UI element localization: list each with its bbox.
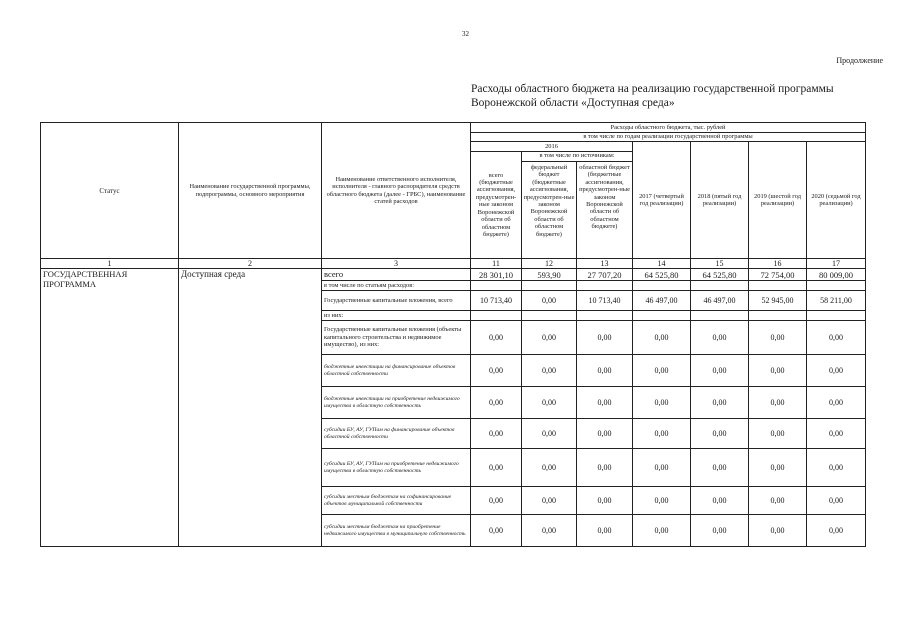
col-number: 16 — [749, 259, 807, 269]
cell-value: 64 525,80 — [633, 269, 691, 281]
cell-value: 0,00 — [522, 419, 577, 449]
row-label: субсидии БУ, АУ, ГУПам на финансирование объектов областной собственности — [322, 419, 471, 449]
row-label: субсидии местным бюджетам на софинансирование объектов муниципальной собственности — [322, 487, 471, 515]
cell-value: 0,00 — [577, 515, 633, 547]
col-number: 1 — [41, 259, 179, 269]
header-expenses: Расходы областного бюджета, тыс. рублей — [471, 123, 866, 133]
cell-value: 0,00 — [471, 487, 522, 515]
cell-value: 0,00 — [691, 387, 749, 419]
col-number: 17 — [807, 259, 866, 269]
cell-value: 0,00 — [577, 419, 633, 449]
program-name: Доступная среда — [179, 269, 322, 547]
header-2018: 2018 (пятый год реализации) — [691, 142, 749, 259]
header-executor: Наименование ответственного исполнителя, исполнителя - главного распорядителя средств областного бюджета (далее - ГРБС), наименование статей расходов — [322, 123, 471, 259]
header-by-years: в том числе по годам реализации государственной программы — [471, 133, 866, 142]
cell-value: 0,00 — [522, 291, 577, 311]
cell-value: 0,00 — [471, 449, 522, 487]
cell-value: 46 497,00 — [691, 291, 749, 311]
cell-value: 0,00 — [522, 387, 577, 419]
col-number: 13 — [577, 259, 633, 269]
row-label: бюджетные инвестиции на приобретение недвижимого имущества в областную собственность — [322, 387, 471, 419]
cell-value: 0,00 — [807, 419, 866, 449]
col-number: 11 — [471, 259, 522, 269]
cell-value: 0,00 — [749, 449, 807, 487]
cell-value: 0,00 — [471, 515, 522, 547]
cell-value: 0,00 — [691, 419, 749, 449]
cell-value: 0,00 — [807, 515, 866, 547]
row-label: субсидии местным бюджетам на приобретение недвижимого имущества в муниципальную собственность — [322, 515, 471, 547]
cell-value: 0,00 — [807, 355, 866, 387]
column-numbers-row — [41, 259, 866, 269]
cell-value: 27 707,20 — [577, 269, 633, 281]
col-number: 3 — [322, 259, 471, 269]
cell-value: 64 525,80 — [691, 269, 749, 281]
continuation-label: Продолжение — [836, 56, 883, 65]
header-program-name: Наименование государственной программы, подпрограммы, основного мероприятия — [179, 123, 322, 259]
title-line-2: Воронежской области «Доступная среда» — [471, 97, 675, 109]
cell-value: 0,00 — [522, 515, 577, 547]
cell-value — [633, 311, 691, 321]
header-sources: в том числе по источникам: — [522, 152, 632, 162]
row-label: в том числе по статьям расходов: — [322, 281, 471, 291]
cell-value: 0,00 — [633, 515, 691, 547]
cell-value: 0,00 — [577, 355, 633, 387]
cell-value — [522, 281, 577, 291]
cell-value — [691, 311, 749, 321]
cell-value: 0,00 — [633, 419, 691, 449]
cell-value: 0,00 — [633, 487, 691, 515]
cell-value: 0,00 — [522, 487, 577, 515]
header-2019: 2019 (шестой год реализации) — [749, 142, 807, 259]
header-status: Статус — [41, 123, 179, 259]
cell-value: 0,00 — [577, 449, 633, 487]
row-label: субсидии БУ, АУ, ГУПам на приобретение недвижимого имущества в областную собственность — [322, 449, 471, 487]
cell-value: 46 497,00 — [633, 291, 691, 311]
cell-value: 0,00 — [749, 321, 807, 355]
cell-value: 0,00 — [471, 321, 522, 355]
cell-value — [633, 281, 691, 291]
cell-value: 0,00 — [522, 449, 577, 487]
cell-value: 0,00 — [577, 321, 633, 355]
cell-value: 58 211,00 — [807, 291, 866, 311]
cell-value: 0,00 — [691, 355, 749, 387]
program-status: ГОСУДАРСТВЕННАЯ ПРОГРАММА — [41, 269, 179, 547]
cell-value: 0,00 — [471, 355, 522, 387]
table-row — [41, 269, 866, 281]
cell-value — [522, 311, 577, 321]
cell-value: 52 945,00 — [749, 291, 807, 311]
row-label: бюджетные инвестиции на финансирование объектов областной собственности — [322, 355, 471, 387]
cell-value — [749, 311, 807, 321]
col-number: 12 — [522, 259, 577, 269]
col-number: 2 — [179, 259, 322, 269]
cell-value: 0,00 — [633, 355, 691, 387]
cell-value: 0,00 — [749, 515, 807, 547]
header-regional: областной бюджет (бюджетные ассигнования, предусмотрен-ные законом Воронежской области об областном бюджете) — [579, 164, 630, 231]
title-line-1: Расходы областного бюджета на реализацию государственной программы — [471, 83, 834, 95]
cell-value — [749, 281, 807, 291]
cell-value — [471, 311, 522, 321]
col-number: 14 — [633, 259, 691, 269]
cell-value: 593,90 — [522, 269, 577, 281]
col-number: 15 — [691, 259, 749, 269]
cell-value — [471, 281, 522, 291]
cell-value: 28 301,10 — [471, 269, 522, 281]
header-federal: федеральный бюджет (бюджетные ассигнования, предусмотрен-ные законом Воронежской области об областном бюджете) — [522, 162, 577, 258]
cell-value: 0,00 — [749, 487, 807, 515]
header-total: всего (бюджетные ассигнования, предусмотрен-ные законом Воронежской области об областном бюджете) — [471, 152, 522, 259]
budget-table — [40, 122, 866, 547]
cell-value: 0,00 — [807, 487, 866, 515]
page-number: 32 — [462, 30, 469, 38]
cell-value — [807, 311, 866, 321]
cell-value: 0,00 — [807, 321, 866, 355]
cell-value: 0,00 — [633, 321, 691, 355]
cell-value: 72 754,00 — [749, 269, 807, 281]
cell-value: 0,00 — [807, 387, 866, 419]
row-label: Государственные капитальные вложения, всего — [322, 291, 471, 311]
cell-value: 0,00 — [633, 387, 691, 419]
cell-value: 80 009,00 — [807, 269, 866, 281]
cell-value: 10 713,40 — [471, 291, 522, 311]
cell-value — [807, 281, 866, 291]
document-title — [471, 82, 834, 110]
cell-value: 10 713,40 — [577, 291, 633, 311]
cell-value: 0,00 — [522, 321, 577, 355]
header-year-2016: 2016 — [471, 142, 633, 152]
cell-value: 0,00 — [577, 487, 633, 515]
cell-value: 0,00 — [691, 515, 749, 547]
row-label: Государственные капитальные вложения (объекты капитального строительства и недвижимое имущество), из них: — [322, 321, 471, 355]
row-label: из них: — [322, 311, 471, 321]
cell-value — [691, 281, 749, 291]
cell-value: 0,00 — [471, 387, 522, 419]
cell-value — [577, 281, 633, 291]
row-label: всего — [322, 269, 471, 281]
header-2020: 2020 (седьмой год реализации) — [807, 142, 866, 259]
cell-value: 0,00 — [522, 355, 577, 387]
cell-value: 0,00 — [749, 419, 807, 449]
header-sources-block — [522, 152, 633, 259]
cell-value: 0,00 — [749, 355, 807, 387]
cell-value: 0,00 — [749, 387, 807, 419]
cell-value: 0,00 — [691, 449, 749, 487]
cell-value: 0,00 — [471, 419, 522, 449]
cell-value: 0,00 — [633, 449, 691, 487]
cell-value: 0,00 — [691, 321, 749, 355]
cell-value — [577, 311, 633, 321]
cell-value: 0,00 — [691, 487, 749, 515]
cell-value: 0,00 — [577, 387, 633, 419]
header-2017: 2017 (четвертый год реализации) — [633, 142, 691, 259]
cell-value: 0,00 — [807, 449, 866, 487]
